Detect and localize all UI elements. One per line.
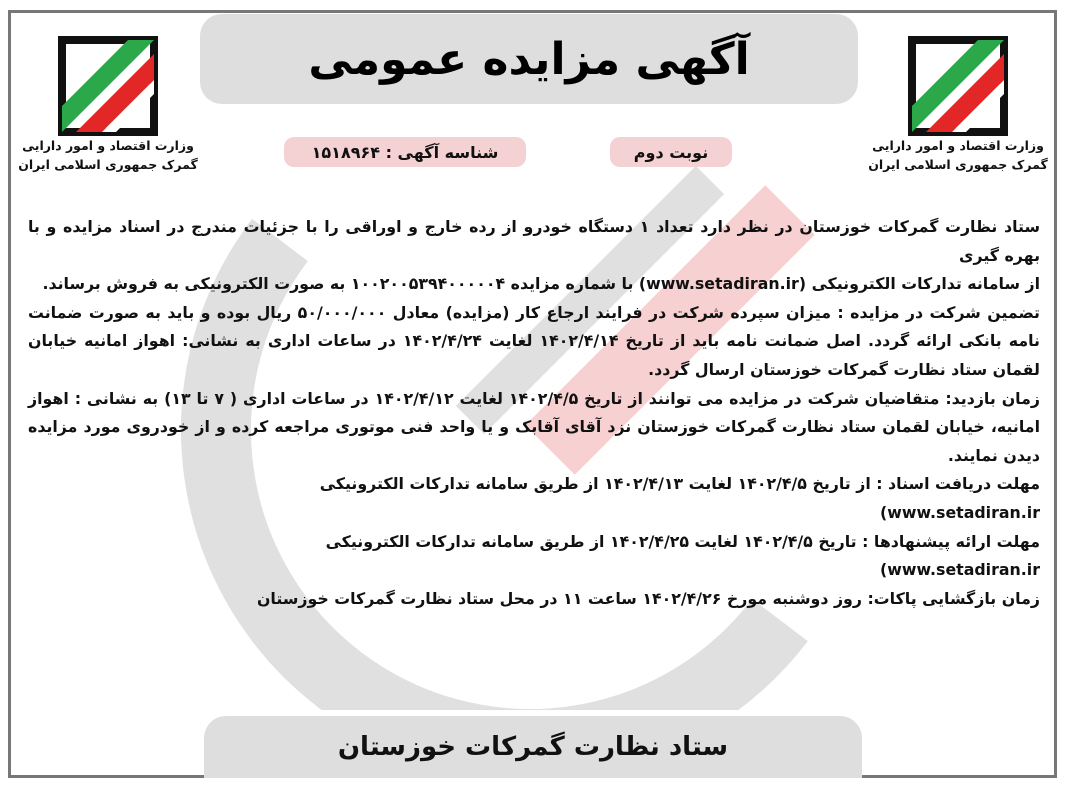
ad-id-badge: شناسه آگهی : ۱۵۱۸۹۶۴ (284, 137, 526, 167)
customs-emblem-icon (58, 36, 158, 136)
setadiran-link-proposals[interactable]: (www.setadiran.ir (880, 560, 1040, 580)
ministry-label: وزارت اقتصاد و امور دارایی (22, 138, 194, 153)
setadiran-link-documents[interactable]: (www.setadiran.ir (880, 502, 1040, 522)
customs-logo-right (858, 36, 1058, 174)
intro-line-2-pre: از سامانه تدارکات الکترونیکی ( (798, 274, 1040, 294)
paragraph-guarantee: تضمین شرکت در مزایده : میزان سپرده شرکت در فرایند ارجاع کار (مزایده) معادل ۵۰/۰۰۰/۰۰۰ ریال بوده و باید به صورت ضمانت نامه بانکی ارائه گردد. اصل ضمانت نامه باید از تاریخ ۱۴۰۲/۴/۱۴ لغایت ۱۴۰۲/۴/۲۴ در ساعات اداری به نشانی: اهواز امانیه خیابان لقمان ستاد نظارت گمرکات خوزستان ارسال گردد. (28, 302, 1040, 379)
customs-logo-left (8, 36, 208, 174)
paragraph-documents: مهلت دریافت اسناد : از تاریخ ۱۴۰۲/۴/۵ لغایت ۱۴۰۲/۴/۱۳ از طریق سامانه تدارکات الکترونیکی (319, 474, 1040, 494)
paragraph-visit: زمان بازدید: متقاضیان شرکت در مزایده می توانند از تاریخ ۱۴۰۲/۴/۵ لغایت ۱۴۰۲/۴/۱۲ در ساعات اداری ( ۷ تا ۱۳) به نشانی : اهواز امانیه، خیابان لقمان ستاد نظارت گمرکات خوزستان نزد آقای آقابک و یا واحد فنی موتوری مراجعه کرده و از خودروی مورد مزایده دیدن نمایند. (28, 388, 1040, 465)
announcement-body (28, 213, 1040, 613)
customs-label: گمرک جمهوری اسلامی ایران (18, 157, 198, 172)
setadiran-link[interactable]: www.setadiran.ir (646, 274, 799, 294)
footer-title: ستاد نظارت گمرکات خوزستان (204, 716, 862, 778)
customs-label: گمرک جمهوری اسلامی ایران (868, 157, 1048, 172)
paragraph-intro (28, 213, 1040, 299)
intro-line-2-post: ) با شماره مزایده ۱۰۰۲۰۰۵۳۹۴۰۰۰۰۰۴ به صورت الکترونیکی به فروش برساند. (42, 274, 647, 294)
paragraph-opening: زمان بازگشایی پاکات: روز دوشنبه مورخ ۱۴۰۲/۴/۲۶ ساعت ۱۱ در محل ستاد نظارت گمرکات خوزستان (256, 588, 1040, 608)
customs-emblem-icon (908, 36, 1008, 136)
ministry-label: وزارت اقتصاد و امور دارایی (872, 138, 1044, 153)
page-title: آگهی مزایده عمومی (200, 14, 858, 104)
intro-line-1: ستاد نظارت گمرکات خوزستان در نظر دارد تعداد ۱ دستگاه خودرو از رده خارج و اوراقی را با جزئیات مندرج در اسناد مزایده و با بهره گیری (28, 217, 1040, 265)
paragraph-proposals: مهلت ارائه پیشنهادها : تاریخ ۱۴۰۲/۴/۵ لغایت ۱۴۰۲/۴/۲۵ از طریق سامانه تدارکات الکترونیکی (325, 531, 1040, 551)
round-badge: نوبت دوم (610, 137, 732, 167)
